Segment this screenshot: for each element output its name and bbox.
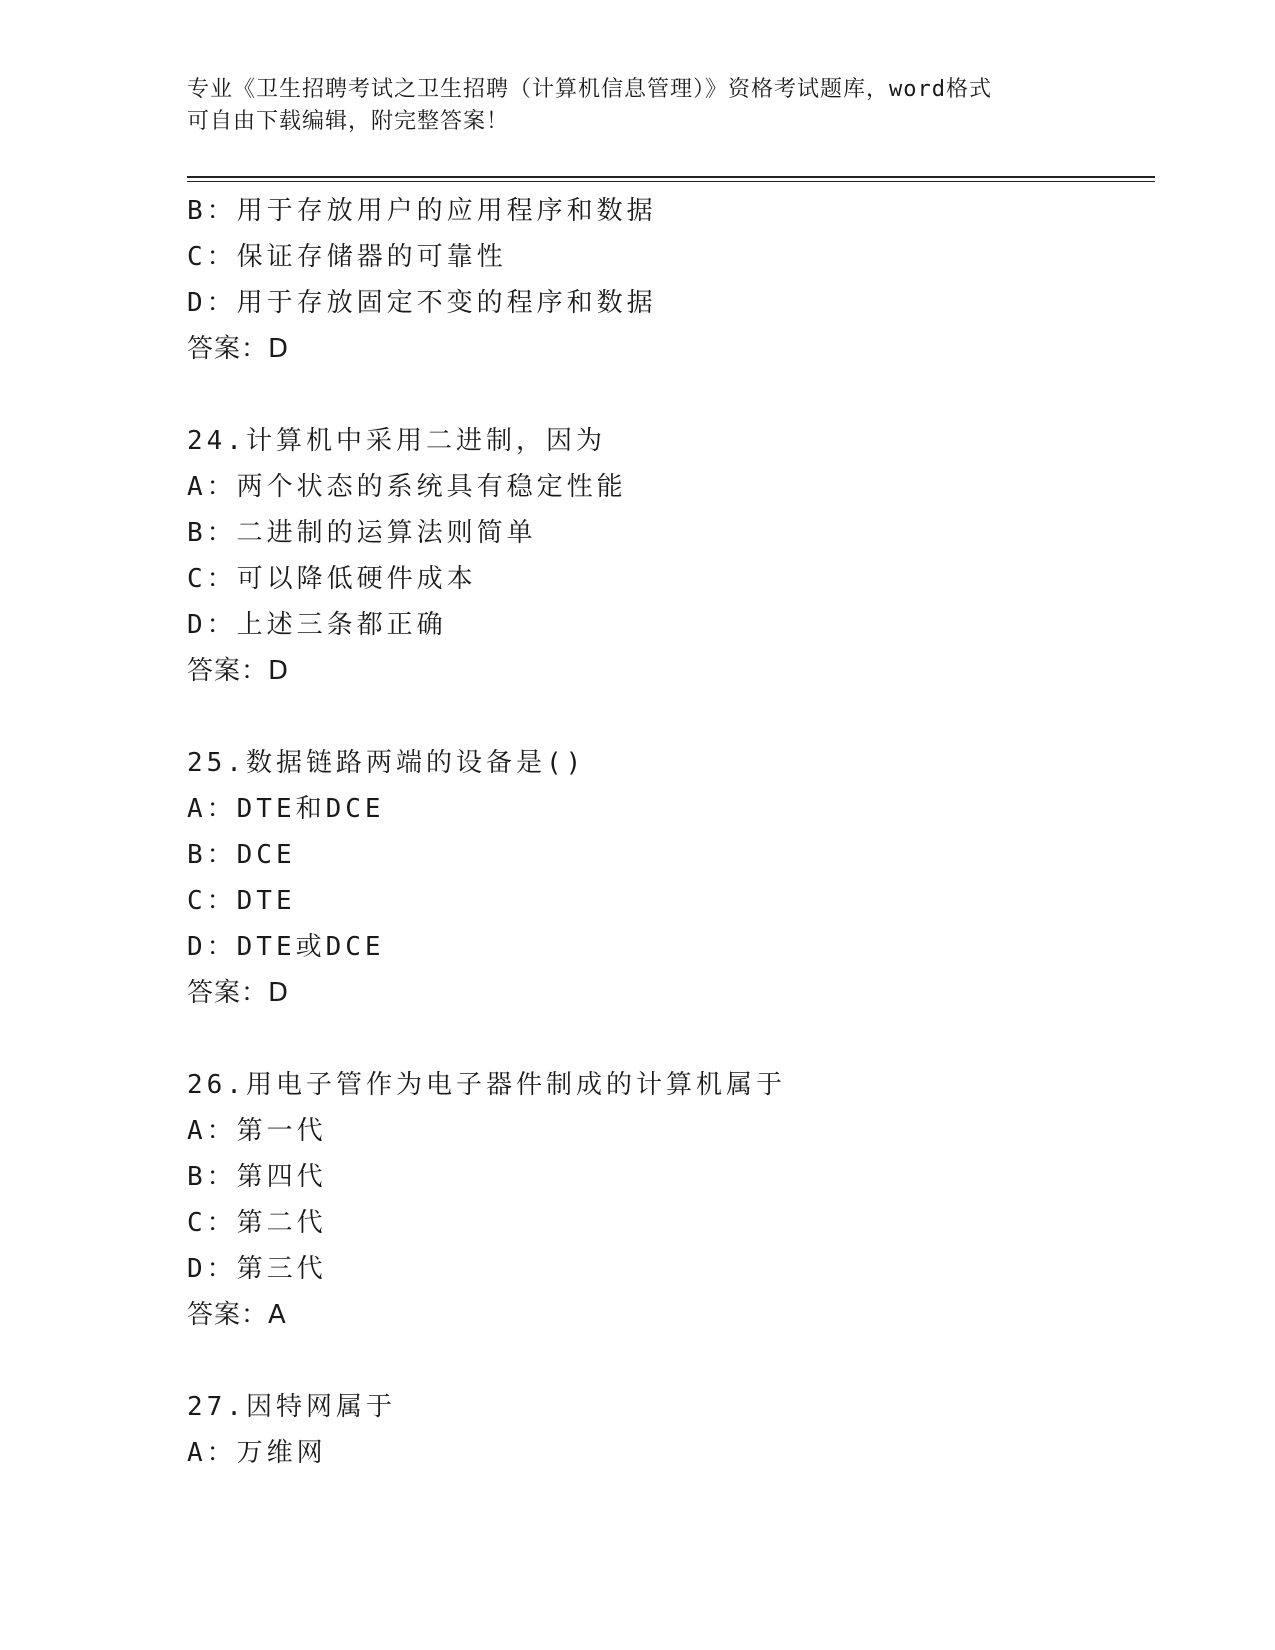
option-d: D：用于存放固定不变的程序和数据 [187, 288, 657, 318]
question-block-prev [187, 188, 1147, 372]
option-c: C：第二代 [187, 1208, 327, 1238]
option-a: A：万维网 [187, 1438, 327, 1468]
option-c: C：DTE [187, 886, 296, 916]
answer: 答案：D [187, 334, 290, 364]
answer: 答案：A [187, 1300, 287, 1330]
header-line-2: 可自由下载编辑，附完整答案！ [187, 109, 510, 134]
question-block-24 [187, 418, 1147, 694]
header-divider-thin [187, 181, 1155, 182]
option-a: A：第一代 [187, 1116, 327, 1146]
answer: 答案：D [187, 656, 290, 686]
option-a: A：DTE和DCE [187, 794, 385, 824]
option-d: D：DTE或DCE [187, 932, 385, 962]
option-d: D：上述三条都正确 [187, 610, 447, 640]
option-c: C：保证存储器的可靠性 [187, 242, 507, 272]
question-text: 27.因特网属于 [187, 1392, 396, 1422]
header-divider-thick [187, 176, 1155, 178]
option-b: B：第四代 [187, 1162, 327, 1192]
question-text: 24.计算机中采用二进制，因为 [187, 426, 606, 456]
question-list [187, 188, 1147, 1476]
option-a: A：两个状态的系统具有稳定性能 [187, 472, 627, 502]
question-text: 26.用电子管作为电子器件制成的计算机属于 [187, 1070, 786, 1100]
option-c: C：可以降低硬件成本 [187, 564, 477, 594]
option-b: B：用于存放用户的应用程序和数据 [187, 196, 657, 226]
option-b: B：二进制的运算法则简单 [187, 518, 537, 548]
header-line-1: 专业《卫生招聘考试之卫生招聘（计算机信息管理）》资格考试题库，word格式 [187, 77, 992, 102]
question-block-26 [187, 1062, 1147, 1338]
option-d: D：第三代 [187, 1254, 327, 1284]
question-block-27 [187, 1384, 1147, 1476]
document-header [187, 74, 1087, 138]
answer: 答案：D [187, 978, 290, 1008]
question-block-25 [187, 740, 1147, 1016]
question-text: 25.数据链路两端的设备是() [187, 748, 586, 778]
option-b: B：DCE [187, 840, 296, 870]
